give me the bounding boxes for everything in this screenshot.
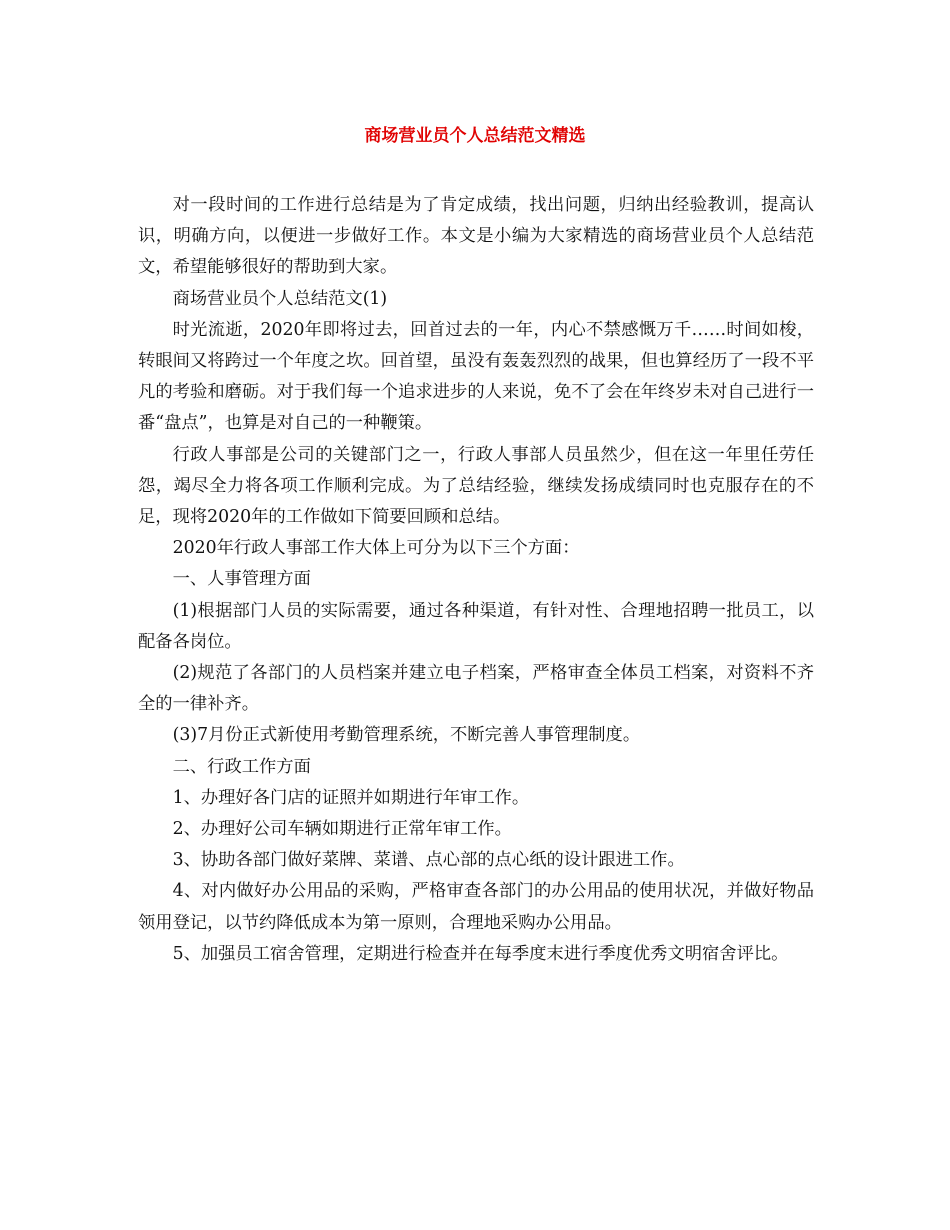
paragraph-department: 行政人事部是公司的关键部门之一，行政人事部人员虽然少，但在这一年里任劳任怨，竭尽全力将各项工作顺利完成。为了总结经验，继续发扬成绩同时也克服存在的不足，现将2020年的工作做如下简要回顾和总结。 — [138, 444, 814, 528]
list-item-personnel-1: (1)根据部门人员的实际需要，通过各种渠道，有针对性、合理地招聘一批员工，以配备各岗位。 — [138, 600, 814, 652]
paragraph-intro: 对一段时间的工作进行总结是为了肯定成绩，找出问题，归纳出经验教训，提高认识，明确方向，以便进一步做好工作。本文是小编为大家精选的商场营业员个人总结范文，希望能够很好的帮助到大家。 — [138, 195, 814, 278]
section-heading-sample-1: 商场营业员个人总结范文(1) — [172, 288, 388, 309]
list-item-admin-3: 3、协助各部门做好菜牌、菜谱、点心部的点心纸的设计跟进工作。 — [172, 850, 685, 871]
paragraph-time-passing: 时光流逝，2020年即将过去，回首过去的一年，内心不禁感慨万千……时间如梭，转眼间又将跨过一个年度之坎。回首望，虽没有轰轰烈烈的战果，但也算经历了一段不平凡的考验和磨砺。对于我们每一个追求进步的人来说，免不了会在年终岁未对自己进行一番“盘点”，也算是对自己的一种鞭策。 — [138, 319, 814, 434]
list-item-personnel-3: (3)7月份正式新使用考勤管理系统，不断完善人事管理制度。 — [172, 725, 641, 746]
heading-administrative-work: 二、行政工作方面 — [172, 756, 311, 777]
list-item-personnel-2: (2)规范了各部门的人员档案并建立电子档案，严格审查全体员工档案，对资料不齐全的一律补齐。 — [138, 663, 814, 715]
list-item-admin-1: 1、办理好各门店的证照并如期进行年审工作。 — [172, 787, 530, 808]
list-item-admin-2: 2、办理好公司车辆如期进行正常年审工作。 — [172, 819, 512, 840]
document-body — [138, 190, 814, 970]
paragraph-three-aspects: 2020年行政人事部工作大体上可分为以下三个方面： — [172, 538, 580, 559]
list-item-admin-5: 5、加强员工宿舍管理，定期进行检查并在每季度末进行季度优秀文明宿舍评比。 — [172, 943, 789, 964]
heading-personnel-management: 一、人事管理方面 — [172, 569, 311, 590]
document-title: 商场营业员个人总结范文精选 — [364, 126, 586, 146]
list-item-admin-4: 4、对内做好办公用品的采购，严格审查各部门的办公用品的使用状况，并做好物品领用登记，以节约降低成本为第一原则，合理地采购办公用品。 — [138, 881, 814, 933]
